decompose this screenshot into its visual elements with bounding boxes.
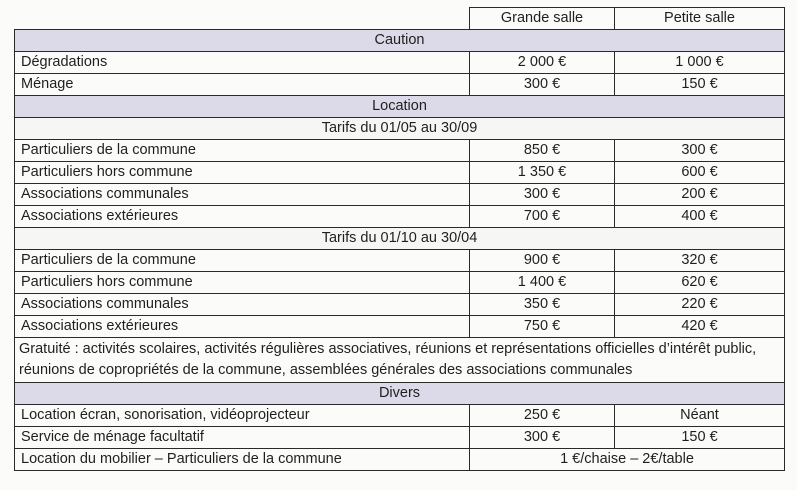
petite-salle-value: 620 € (615, 272, 785, 294)
grande-salle-value: 700 € (470, 206, 615, 228)
grande-salle-value: 1 350 € (470, 162, 615, 184)
period-title: Tarifs du 01/05 au 30/09 (15, 118, 785, 140)
row-label: Particuliers de la commune (15, 140, 470, 162)
mobilier-value: 1 €/chaise – 2€/table (470, 449, 785, 471)
grande-salle-value: 900 € (470, 250, 615, 272)
table-row (15, 184, 785, 206)
row-label: Associations extérieures (15, 206, 470, 228)
petite-salle-value: 200 € (615, 184, 785, 206)
row-label: Associations extérieures (15, 316, 470, 338)
gratuite-note: Gratuité : activités scolaires, activités régulières associatives, réunions et représentations officielles d’intérêt public, réunions de copropriétés de la commune, assemblées générales des associations communales (15, 338, 785, 383)
row-label: Service de ménage facultatif (15, 427, 470, 449)
grande-salle-value: 300 € (470, 74, 615, 96)
grande-salle-value: 300 € (470, 184, 615, 206)
petite-salle-value: 320 € (615, 250, 785, 272)
table-row (15, 427, 785, 449)
table-row (15, 316, 785, 338)
table-row (15, 52, 785, 74)
table-row (15, 449, 785, 471)
section-caution (15, 30, 785, 52)
row-label: Dégradations (15, 52, 470, 74)
row-label: Particuliers hors commune (15, 162, 470, 184)
petite-salle-value: 220 € (615, 294, 785, 316)
petite-salle-value: Néant (615, 405, 785, 427)
table-row (15, 250, 785, 272)
petite-salle-value: 150 € (615, 427, 785, 449)
gratuite-row (15, 338, 785, 383)
petite-salle-value: 1 000 € (615, 52, 785, 74)
row-label: Associations communales (15, 294, 470, 316)
table-row (15, 74, 785, 96)
header-row (15, 8, 785, 30)
section-divers (15, 383, 785, 405)
grande-salle-value: 850 € (470, 140, 615, 162)
petite-salle-value: 300 € (615, 140, 785, 162)
col-header-grande-salle: Grande salle (470, 8, 615, 30)
grande-salle-value: 350 € (470, 294, 615, 316)
grande-salle-value: 750 € (470, 316, 615, 338)
period-title: Tarifs du 01/10 au 30/04 (15, 228, 785, 250)
row-label: Particuliers de la commune (15, 250, 470, 272)
row-label: Location du mobilier – Particuliers de la commune (15, 449, 470, 471)
petite-salle-value: 400 € (615, 206, 785, 228)
petite-salle-value: 150 € (615, 74, 785, 96)
grande-salle-value: 2 000 € (470, 52, 615, 74)
row-label: Location écran, sonorisation, vidéoprojecteur (15, 405, 470, 427)
table-row (15, 294, 785, 316)
table-row (15, 405, 785, 427)
section-title: Caution (15, 30, 785, 52)
row-label: Ménage (15, 74, 470, 96)
row-label: Associations communales (15, 184, 470, 206)
period-summer (15, 118, 785, 140)
table-row (15, 206, 785, 228)
grande-salle-value: 250 € (470, 405, 615, 427)
section-location (15, 96, 785, 118)
period-winter (15, 228, 785, 250)
row-label: Particuliers hors commune (15, 272, 470, 294)
petite-salle-value: 420 € (615, 316, 785, 338)
section-title: Location (15, 96, 785, 118)
section-title: Divers (15, 383, 785, 405)
grande-salle-value: 1 400 € (470, 272, 615, 294)
header-blank-cell (15, 8, 470, 30)
table-row (15, 162, 785, 184)
col-header-petite-salle: Petite salle (615, 8, 785, 30)
table-row (15, 272, 785, 294)
petite-salle-value: 600 € (615, 162, 785, 184)
table-row (15, 140, 785, 162)
grande-salle-value: 300 € (470, 427, 615, 449)
tarifs-table (14, 7, 785, 471)
